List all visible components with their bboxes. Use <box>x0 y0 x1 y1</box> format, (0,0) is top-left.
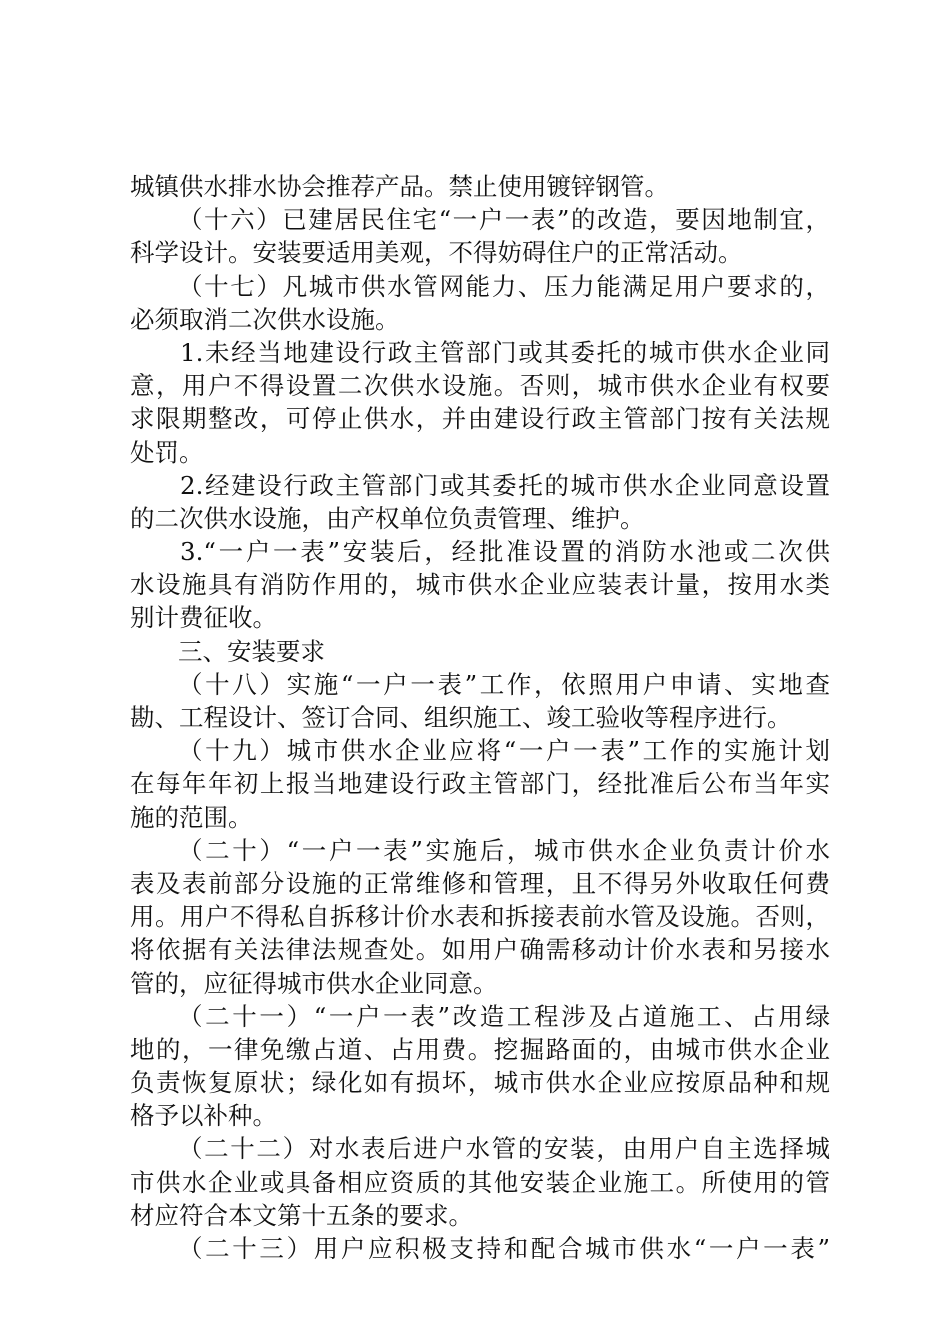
text-line: （十七）凡城市供水管网能力、压力能满足用户要求的， <box>178 271 830 301</box>
text-line: 3.“一户一表”安装后，经批准设置的消防水池或二次供 <box>180 537 830 567</box>
text-line: 材应符合本文第十五条的要求。 <box>130 1200 473 1230</box>
text-line: 1.未经当地建设行政主管部门或其委托的城市供水企业同 <box>180 337 830 367</box>
text-line: （十八）实施“一户一表”工作，依照用户申请、实地查 <box>178 669 830 699</box>
text-line: 格予以补种。 <box>130 1101 277 1131</box>
text-line: 用。用户不得私自拆移计价水表和拆接表前水管及设施。否则， <box>130 902 830 932</box>
text-line: 别计费征收。 <box>130 603 277 633</box>
text-line: 处罚。 <box>130 437 204 467</box>
text-line: 城镇供水排水协会推荐产品。禁止使用镀锌钢管。 <box>130 172 669 201</box>
text-line: 意，用户不得设置二次供水设施。否则，城市供水企业有权要 <box>130 371 830 401</box>
text-line: 勘、工程设计、签订合同、组织施工、竣工验收等程序进行。 <box>130 703 792 732</box>
text-line: 管的，应征得城市供水企业同意。 <box>130 968 498 998</box>
text-line: 必须取消二次供水设施。 <box>130 304 400 334</box>
text-line: 2.经建设行政主管部门或其委托的城市供水企业同意设置 <box>180 470 830 500</box>
text-line: （二十二）对水表后进户水管的安装，由用户自主选择城 <box>178 1134 830 1164</box>
text-line: 求限期整改，可停止供水，并由建设行政主管部门按有关法规 <box>130 404 830 434</box>
text-line: 在每年年初上报当地建设行政主管部门，经批准后公布当年实 <box>130 769 830 799</box>
text-line: 市供水企业或具备相应资质的其他安装企业施工。所使用的管 <box>130 1167 830 1197</box>
section-heading: 三、安装要求 <box>178 636 325 666</box>
text-line: 将依据有关法律法规查处。如用户确需移动计价水表和另接水 <box>130 935 830 965</box>
text-line: （二十三）用户应积极支持和配合城市供水“一户一表” <box>178 1234 830 1263</box>
text-line: （十六）已建居民住宅“一户一表”的改造，要因地制宜， <box>178 205 830 235</box>
text-line: 的二次供水设施，由产权单位负责管理、维护。 <box>130 503 645 533</box>
text-line: 表及表前部分设施的正常维修和管理，且不得另外收取任何费 <box>130 868 830 898</box>
text-line: 施的范围。 <box>130 802 253 832</box>
text-line: （二十一）“一户一表”改造工程涉及占道施工、占用绿 <box>178 1001 830 1031</box>
text-line: 负责恢复原状；绿化如有损坏，城市供水企业应按原品种和规 <box>130 1068 830 1098</box>
text-line: 地的，一律免缴占道、占用费。挖掘路面的，由城市供水企业 <box>130 1034 830 1064</box>
text-line: 科学设计。安装要适用美观，不得妨碍住户的正常活动。 <box>130 238 743 268</box>
text-line: （十九）城市供水企业应将“一户一表”工作的实施计划 <box>178 736 830 766</box>
text-line: （二十）“一户一表”实施后，城市供水企业负责计价水 <box>178 835 830 865</box>
document-body <box>130 170 830 1265</box>
text-line: 水设施具有消防作用的，城市供水企业应装表计量，按用水类 <box>130 570 830 600</box>
